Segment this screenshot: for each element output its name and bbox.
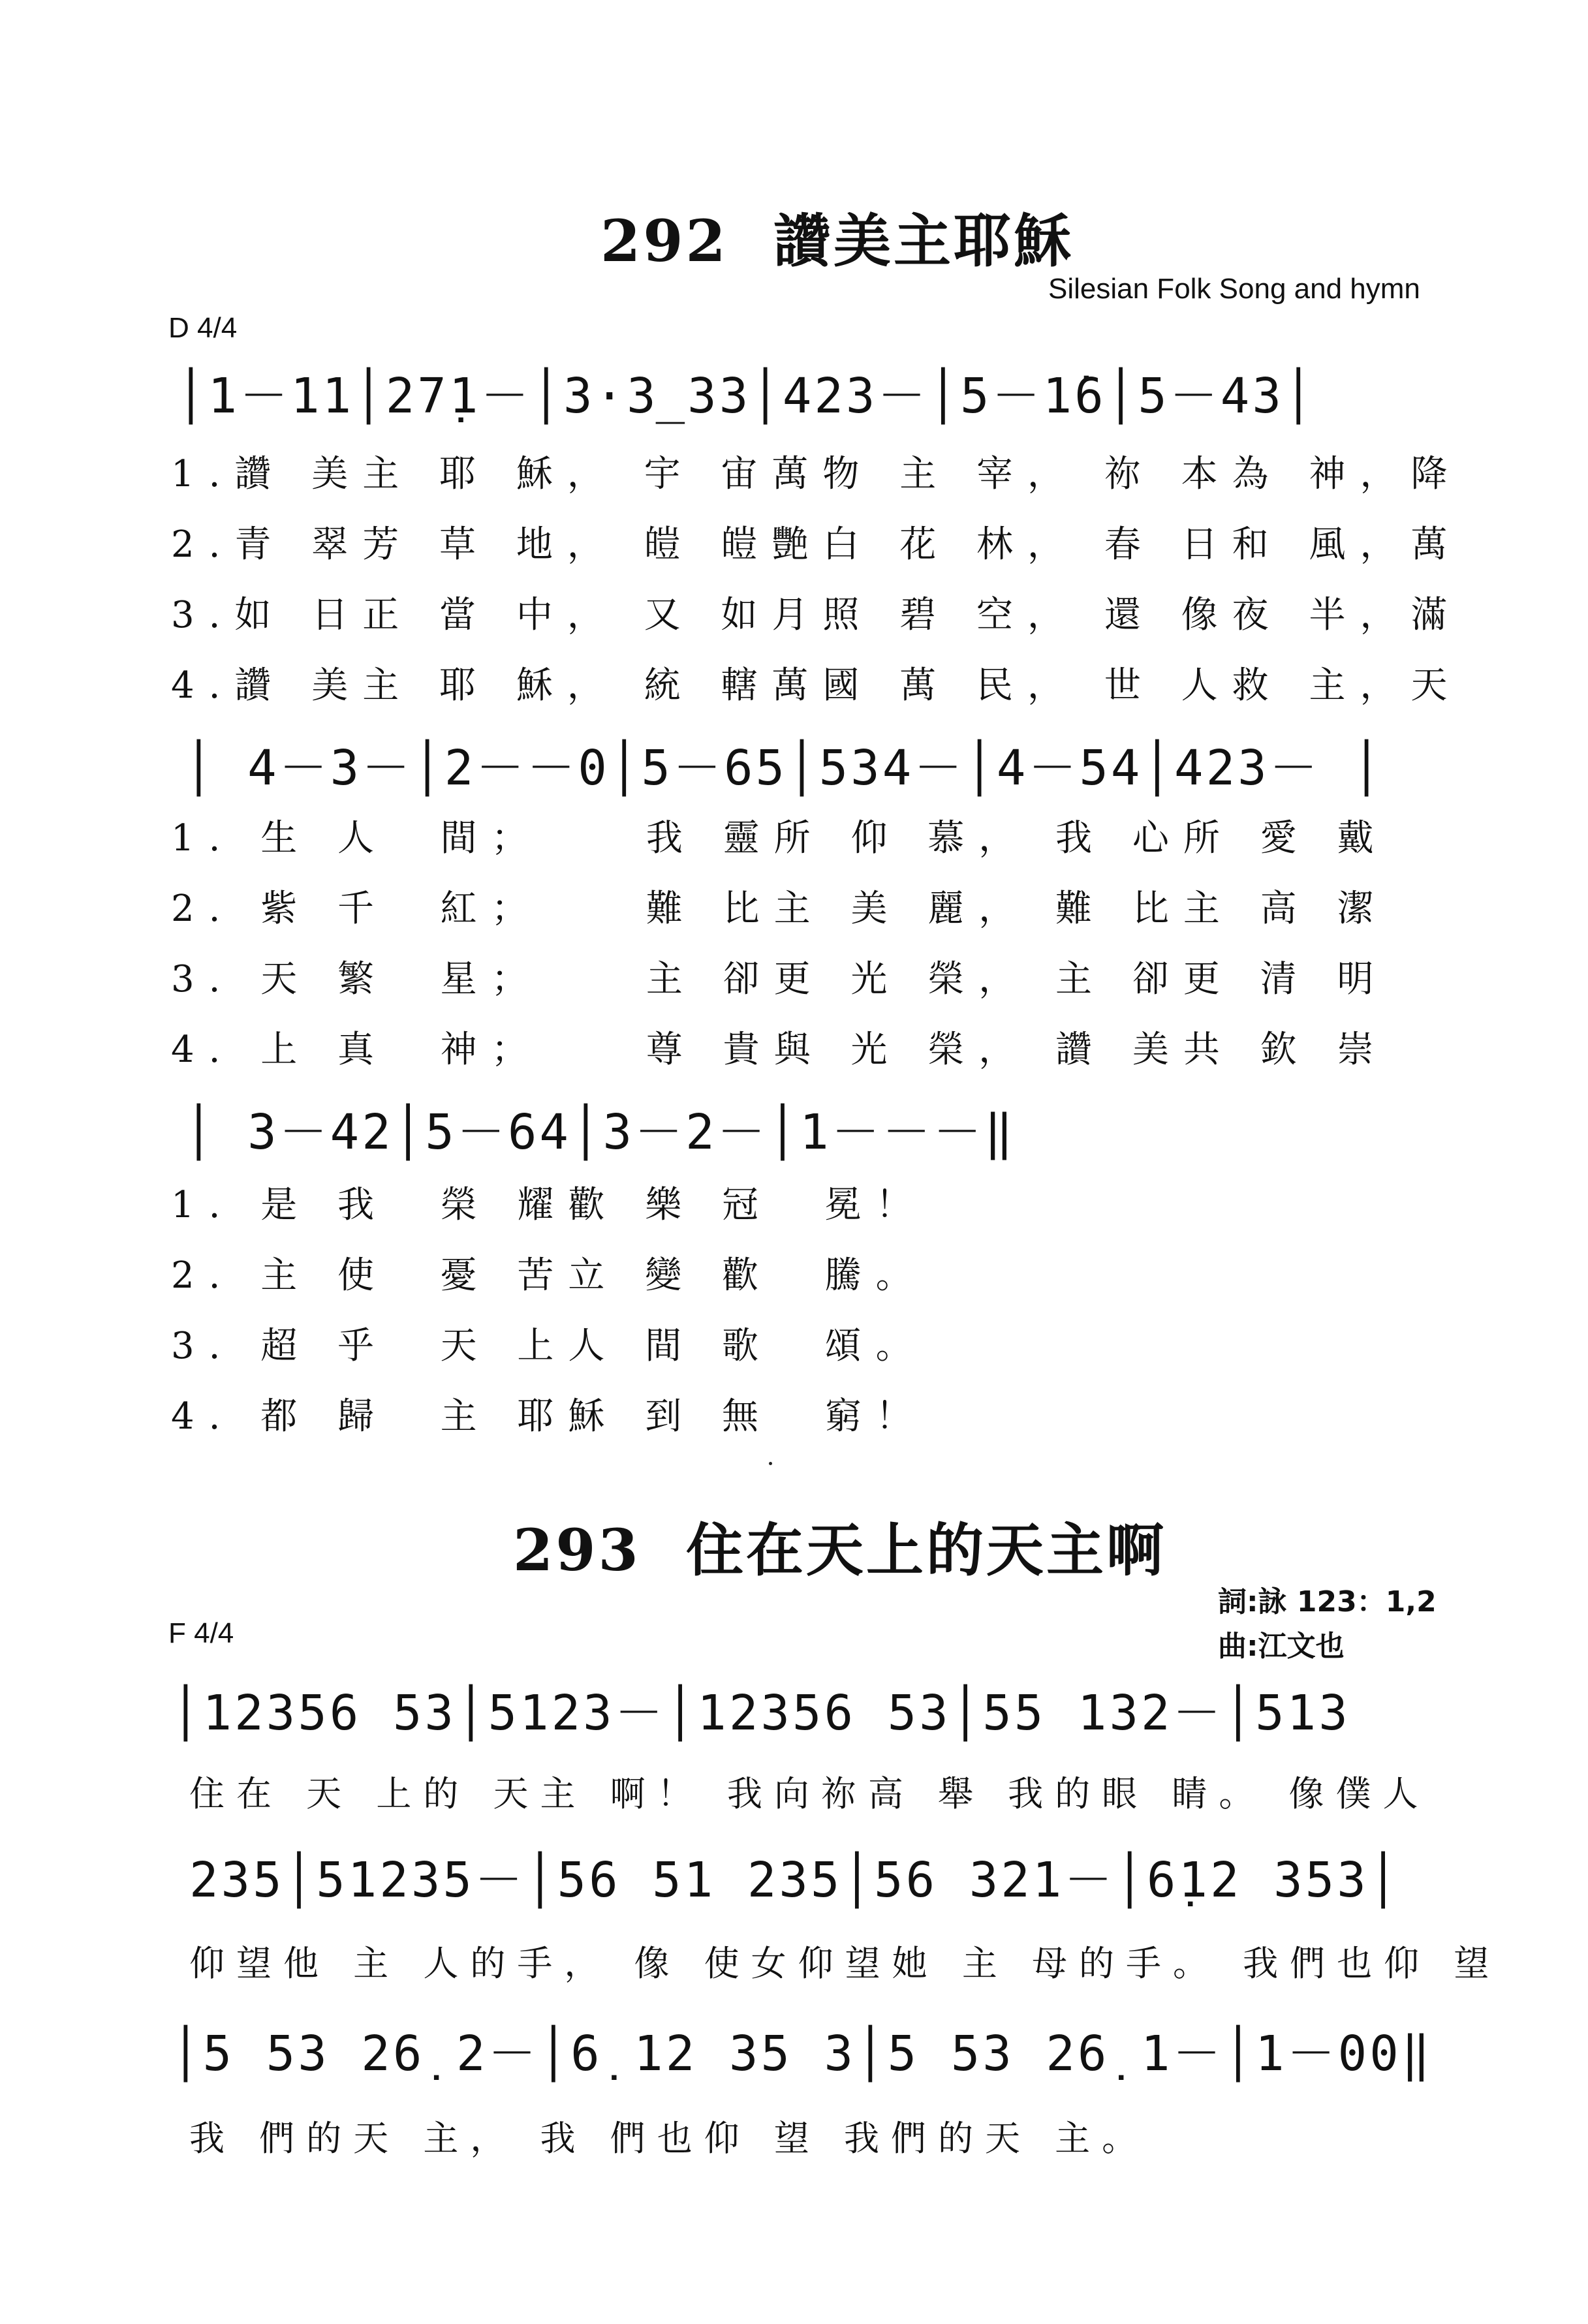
hymn-293-lyric-line-3: 我 們的天 主， 我 們也仰 望 我們的天 主。 [189,2118,1149,2159]
hymn-292-verse-3-line-2: 3. 天 繁 星； 主 卻更 光 榮， 主 卻更 清 明 [171,958,1388,1000]
hymn-292-verse-2-line-3: 2. 主 使 憂 苦立 變 歡 騰。 [171,1254,927,1297]
hymn-292-verse-3-line-1: 3.如 日正 當 中， 又 如月照 碧 空， 還 像夜 半，滿 [171,594,1462,636]
hymn-292-title: 292 讚美主耶穌 [600,207,1074,275]
hymn-292-verse-4-line-1: 4.讚 美主 耶 穌， 統 轄萬國 萬 民， 世 人救 主，天 [171,664,1462,707]
hymn-292-verse-2-line-1: 2.青 翠芳 草 地， 皚 皚艷白 花 林， 春 日和 風，萬 [171,523,1462,566]
hymn-292-verse-1-line-3: 1. 是 我 榮 耀歡 樂 冠 冕！ [171,1184,927,1226]
hymn-292-verse-2-line-2: 2. 紫 千 紅； 難 比主 美 麗， 難 比主 高 潔 [171,888,1388,930]
hymn-292-notation-line-3: │ 3－42│5－64│3－2－│1－－－‖ [184,1104,1016,1160]
hymn-293-credit-words: 詞:詠 123：1,2 [1218,1585,1437,1619]
hymn-293-credit-music: 曲:江文也 [1218,1630,1345,1663]
hymn-292-verse-4-line-3: 4. 都 歸 主 耶穌 到 無 窮！ [171,1395,927,1438]
hymn-292-verse-4-line-2: 4. 上 真 神； 尊 貴與 光 榮， 讚 美共 欽 崇 [171,1029,1388,1071]
hymn-293-title: 293 住在天上的天主啊 [513,1516,1166,1584]
hymn-292-notation-line-2: │ 4－3－│2－－0│5－65│534－│4－54│423－ │ [184,740,1384,796]
hymn-293-notation-line-2: 235│51235－│56 51 235│56 321－│6̣12 353│ [189,1852,1401,1908]
hymn-292-credit: Silesian Folk Song and hymn [1048,273,1420,305]
print-speck [769,1462,772,1465]
hymn-293-key: F 4/4 [168,1617,234,1649]
hymn-293-notation-line-1: │12356 53│5123－│12356 53│55 132－│513 [171,1685,1350,1741]
hymn-293-notation-line-3: │5 53 26̣ 2－│6̣ 12 35 3│5 53 26̣ 1－│1－00‖ [171,2026,1433,2082]
hymn-292-key: D 4/4 [168,312,238,344]
hymn-292-verse-1-line-1: 1.讚 美主 耶 穌， 宇 宙萬物 主 宰， 祢 本為 神，降 [171,453,1462,495]
hymn-292-notation-line-1: │1－11│27̣1－│3·3̲33│423－│5－1̇6│5－43│ [176,368,1316,424]
hymn-293-lyric-line-2: 仰望他 主 人的手， 像 使女仰望她 主 母的手。 我們也仰 望 [189,1943,1501,1984]
hymn-293-lyric-line-1: 住在 天 上的 天主 啊！ 我向祢高 舉 我的眼 睛。 像僕人 [189,1773,1430,1814]
hymn-292-verse-3-line-3: 3. 超 乎 天 上人 間 歌 頌。 [171,1325,927,1367]
hymn-292-verse-1-line-2: 1. 生 人 間； 我 靈所 仰 慕， 我 心所 愛 戴 [171,817,1388,860]
